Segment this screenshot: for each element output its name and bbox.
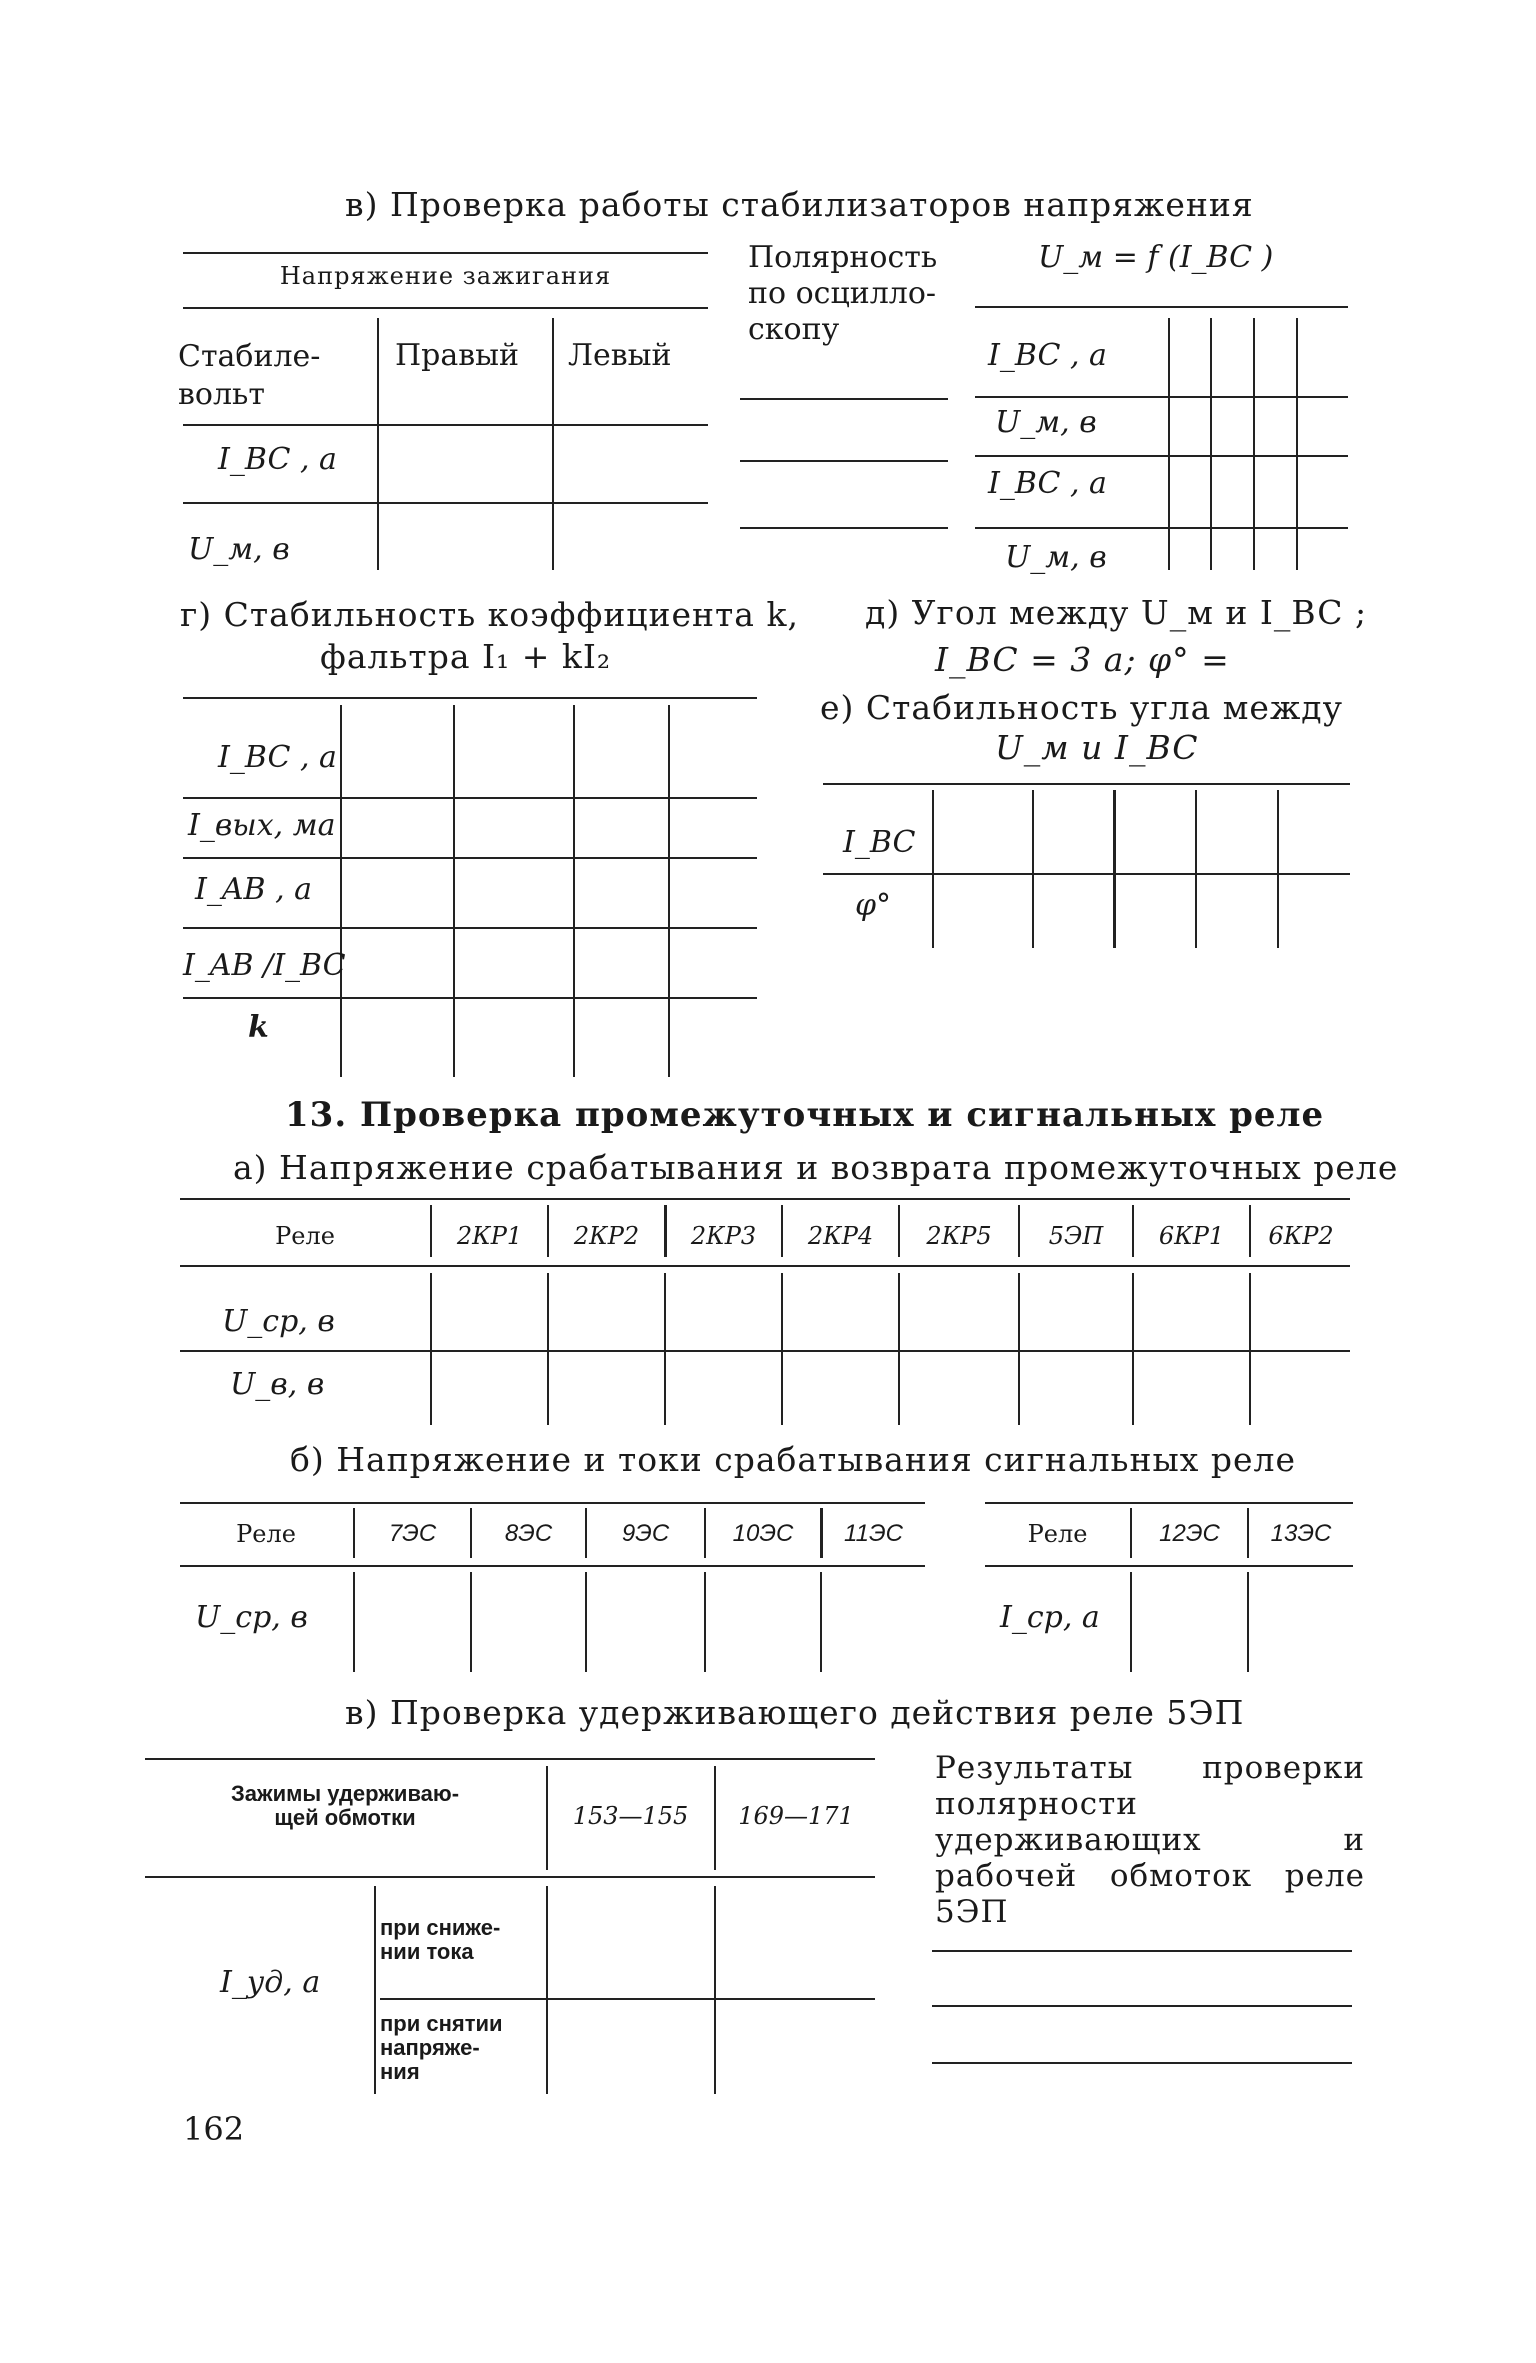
section13-a-title: а) Напряжение срабатывания и возврата промежуточных реле	[233, 1148, 1399, 1187]
a-header-2kr3: 2КР3	[690, 1222, 757, 1250]
section13-title: 13. Проверка промежуточных и сигнальных реле	[285, 1095, 1325, 1135]
v-sub-current: при сниже- нии тока	[380, 1915, 501, 1964]
a-header-2kr1: 2КР1	[456, 1222, 523, 1250]
b-row-usr: U_ср, в	[195, 1600, 308, 1635]
a-header-2kr5: 2КР5	[926, 1222, 992, 1250]
page-number: 162	[183, 2110, 245, 2148]
section-g-title-1: г) Стабильность коэффициента k,	[180, 595, 799, 634]
g-row-iout: I_вых, мa	[188, 808, 336, 843]
section-e-line1: е) Стабильность угла между	[820, 688, 1344, 727]
section-d-line2: I_BC = 3 a; φ° =	[935, 640, 1230, 679]
section13-b-title: б) Напряжение и токи срабатывания сигнальных реле	[290, 1440, 1296, 1479]
b2-row-isr: I_ср, a	[1000, 1600, 1100, 1635]
section13-v-title: в) Проверка удерживающего действия реле 5ЭП	[345, 1693, 1245, 1732]
v-sub-voltage: при снятии напряже- ния	[380, 2011, 503, 2084]
v-row-iud: I_уд, a	[220, 1965, 321, 2000]
b-header-8es: 8ЭС	[504, 1520, 553, 1547]
col-left: Левый	[568, 338, 672, 373]
g-row-ibc: I_BC , a	[218, 740, 337, 775]
a-header-5ep: 5ЭП	[1048, 1222, 1104, 1250]
row-um: U_м, в	[188, 532, 290, 567]
func-row-4: U_м, в	[1005, 540, 1107, 575]
a-header-6kr1: 6КР1	[1158, 1222, 1225, 1250]
um-function: U_м = f (I_BC )	[1038, 240, 1274, 275]
v-header-169: 169—171	[738, 1802, 854, 1830]
e-row-phi: φ°	[855, 888, 892, 923]
b-header-11es: 11ЭС	[844, 1520, 903, 1547]
v-header-clamps: Зажимы удерживаю- щей обмотки	[230, 1781, 460, 1830]
b2-header-13es: 13ЭС	[1270, 1520, 1332, 1547]
b2-header-12es: 12ЭС	[1159, 1520, 1220, 1547]
row-ibc: I_BC , a	[218, 442, 337, 477]
b-header-10es: 10ЭС	[732, 1520, 794, 1547]
g-row-ratio: I_AB /I_BC	[183, 948, 346, 983]
ignition-voltage-header: Напряжение зажигания	[279, 262, 612, 290]
a-header-rele: Реле	[275, 1222, 335, 1250]
section-e-line2: U_м и I_BC	[995, 728, 1199, 767]
v-results-text: Результаты проверки полярности удерживающих и рабочей обмоток реле 5ЭП	[935, 1750, 1365, 1930]
func-row-3: I_BC , a	[988, 466, 1107, 501]
b-header-7es: 7ЭС	[388, 1520, 437, 1547]
func-row-1: I_BC , a	[988, 338, 1107, 373]
polarity-label: Полярность по осцилло- скопу	[748, 240, 938, 347]
b-header-rele: Реле	[236, 1520, 296, 1548]
a-row-uv: U_в, в	[230, 1367, 325, 1402]
g-row-k: k	[248, 1010, 269, 1045]
b2-header-rele: Реле	[1027, 1520, 1088, 1548]
b-header-9es: 9ЭС	[621, 1520, 670, 1547]
a-header-6kr2: 6КР2	[1268, 1222, 1334, 1250]
a-header-2kr4: 2КР4	[807, 1222, 874, 1250]
col-right: Правый	[395, 338, 520, 373]
section-g-title-2: фальтра I₁ + kI₂	[320, 637, 612, 676]
col-stabilivolt: Стабиле- вольт	[178, 339, 321, 412]
g-row-iab: I_AB , a	[195, 872, 313, 907]
v-header-153: 153—155	[572, 1802, 689, 1830]
section-d-line1: д) Угол между U_м и I_BC ;	[865, 593, 1368, 632]
e-row-ibc: I_BC	[843, 825, 916, 860]
func-row-2: U_м, в	[995, 405, 1097, 440]
a-row-usr: U_ср, в	[222, 1304, 335, 1339]
section-v-title: в) Проверка работы стабилизаторов напряжения	[345, 185, 1254, 224]
a-header-2kr2: 2КР2	[573, 1222, 640, 1250]
